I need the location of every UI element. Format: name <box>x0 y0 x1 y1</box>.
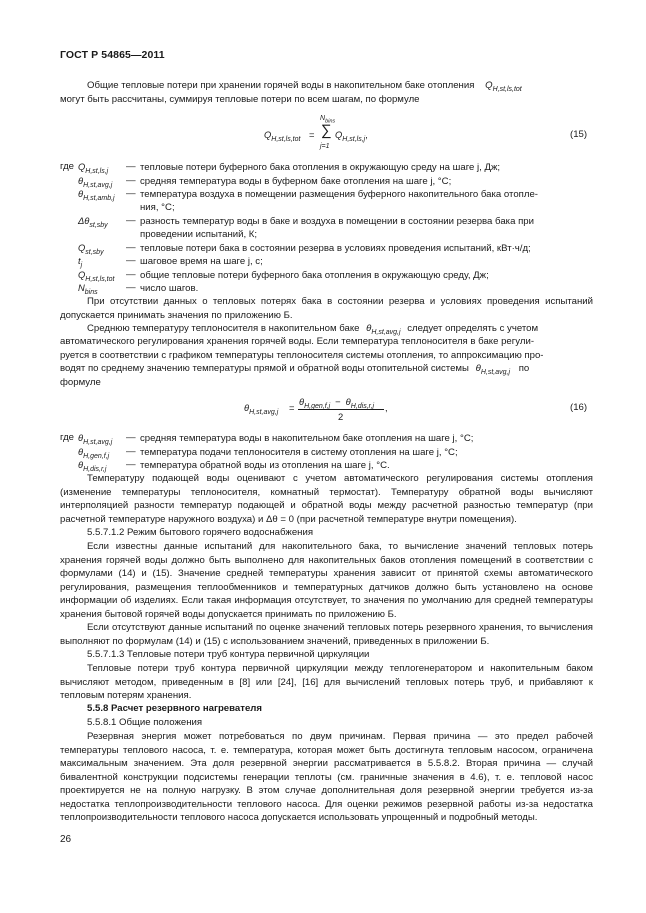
def2-2-symbol: $\theta_{H,dis,r,j}$ <box>78 459 107 473</box>
where-label-1: где <box>60 161 75 172</box>
def1-8-text: общие тепловые потери буферного бака отопления в окружающую среду, Дж; <box>140 270 489 281</box>
def1-1-text: средняя температура воды в буферном баке отопления на шаге j, °С; <box>140 176 452 187</box>
document-header: ГОСТ Р 54865—2011 <box>60 49 165 61</box>
eq15-equals: = <box>309 129 315 140</box>
def1-9-dash: — <box>126 282 136 293</box>
def1-9-symbol: $N_{bins}$ <box>78 282 98 296</box>
def2-2-dash: — <box>126 459 136 470</box>
eq15-lhs: $Q_{H,st,ls,tot}$ <box>264 129 301 143</box>
def1-7-text: шаговое время на шаге j, с; <box>140 256 263 267</box>
eq15-sum-upper: $N_{bins}$ <box>320 115 336 125</box>
def1-6-dash: — <box>126 242 136 253</box>
def1-0-dash: — <box>126 161 136 172</box>
eq16-comma: , <box>385 402 388 413</box>
def1-0-text: тепловые потери буферного бака отопления в окружающую среду на шаге j, Дж; <box>140 162 501 173</box>
paragraph-intro-symbol: $Q_{H,st,ls,tot}$ <box>485 80 522 93</box>
def1-0-symbol: $Q_{H,st,ls,j}$ <box>78 161 109 175</box>
section-5-5-8-heading: 5.5.8 Расчет резервного нагревателя <box>87 703 262 714</box>
paragraph-test-data: Если известны данные испытаний для накопительного бака, то вычисление значений тепловых потерь хранения горячей воды должно быть выполнено для накопительных баков отопления помещений в соответствии с формулами (14) и (15). Значение средней температуры хранения зависит от принятой схемы автоматического регулирования, размещения теплообменников и температурных датчиков должно быть установлено на основе информации об изделиях. Если такая информация отсутствует, то значения по умолчанию для средней температуры хранения бытовой горячей воды допускается принимать по приложению Б. <box>60 541 593 620</box>
def1-6-text: тепловые потери бака в состоянии резерва в условиях проведения испытаний, кВт·ч/д; <box>140 243 531 254</box>
eq16-denominator: 2 <box>338 411 344 422</box>
paragraph-avg-temp-line4: водят по среднему значению температуры прямой и обратной воды отопительной системы $\theta_{H,st,avg,j}$ по <box>60 363 530 376</box>
def1-8-dash: — <box>126 269 136 280</box>
page-number: 26 <box>60 834 72 845</box>
paragraph-intro-text: Общие тепловые потери при хранении горячей воды в накопительном баке отопления <box>87 80 475 91</box>
def1-6-symbol: $Q_{st,sby}$ <box>78 242 104 256</box>
paragraph-avg-temp-line1: Среднюю температуру теплоносителя в накопительном баке $\theta_{H,st,avg,j}$ следует определять с учетом <box>87 323 539 336</box>
eq16-numerator: $\theta_{H,gen,f,j} - \theta_{H,dis,r,j}$ <box>299 396 375 410</box>
def1-2-text-cont: ния, °С; <box>140 202 175 213</box>
def1-8-symbol: $Q_{H,st,ls,tot}$ <box>78 269 115 283</box>
subsection-5-5-7-1-3: 5.5.7.1.3 Тепловые потери труб контура первичной циркуляции <box>87 649 370 660</box>
paragraph-avg-temp-line2: автоматического регулирования хранения горячей воды. Если температура теплоносителя в баке регули- <box>60 336 535 347</box>
def2-0-text: средняя температура воды в накопительном баке отопления на шаге j, °С; <box>140 433 474 444</box>
def1-4-text-cont: проведении испытаний, К; <box>140 229 258 240</box>
def2-1-dash: — <box>126 446 136 457</box>
eq15-sum-sign: ∑ <box>321 122 332 139</box>
def2-2-text: температура обратной воды из отопления на шаге j, °С. <box>140 460 390 471</box>
paragraph-no-test-data: Если отсутствуют данные испытаний по оценке значений тепловых потерь резервного хранения, то вычисления выполняют по формулам (14) и (15) с использованием значений, приведенных в приложении Б. <box>60 622 593 647</box>
where-label-2: где <box>60 432 75 443</box>
eq16-fraction-bar <box>298 409 384 410</box>
def1-4-symbol: $\Delta\theta_{st,sby}$ <box>78 215 108 229</box>
subsection-5-5-7-1-2: 5.5.7.1.2 Режим бытового горячего водоснабжения <box>87 527 314 538</box>
def1-4-text: разность температур воды в баке и воздуха в помещении в состоянии резерва бака при <box>140 216 534 227</box>
def1-9-text: число шагов. <box>140 283 199 294</box>
def1-7-symbol: $t_j$ <box>78 255 83 269</box>
subsection-5-5-8-1: 5.5.8.1 Общие положения <box>87 717 203 728</box>
def2-0-symbol: $\theta_{H,st,avg,j}$ <box>78 432 113 446</box>
def1-7-dash: — <box>126 255 136 266</box>
def1-2-dash: — <box>126 188 136 199</box>
paragraph-backup-energy: Резервная энергия может потребоваться по двум причинам. Первая причина — это предел рабочей температуры теплового насоса, т. е. температура, которая может быть достигнута тепловым насосом, ограничена максимальным значением. Эта доля резервной энергии рассматривается в 5.5.8.2. Вторая причина — случай бивалентной конструкции подсистемы генерации теплоты (см. граничные значения в 4.6), т. е. тепловой насос проектируется не на полную нагрузку. В этом случае дополнительная доля резервной энергии требуется из-за недостатка теплопроизводительности теплового насоса. Для оценки режимов резервной работы из-за недостатка теплопроизводительности теплового насоса допускается использовать упрощенный и подробный методы. <box>60 731 593 824</box>
def2-1-symbol: $\theta_{H,gen,f,j}$ <box>78 446 110 460</box>
def1-1-symbol: $\theta_{H,st,avg,j}$ <box>78 175 113 189</box>
def1-1-dash: — <box>126 175 136 186</box>
paragraph-avg-temp-line3: руется в соответствии с графиком температуры теплоносителя системы отопления, то аппроксимацию про- <box>60 350 544 361</box>
paragraph-avg-temp-line5: формуле <box>60 377 101 388</box>
paragraph-no-data: При отсутствии данных о тепловых потерях бака в состоянии резерва и условиях проведения испытаний допускается принимать значения по приложению Б. <box>60 296 593 321</box>
def1-2-text: температура воздуха в помещении размещения буферного накопительного бака отопле- <box>140 189 538 200</box>
def1-2-symbol: $\theta_{H,st,amb,j}$ <box>78 188 115 202</box>
eq15-term: $Q_{H,st,ls,j}$, <box>335 129 368 143</box>
eq15-sum-lower: j=1 <box>320 143 330 150</box>
paragraph-supply-temp: Температуру подающей воды оценивают с учетом автоматического регулирования системы отопления (изменение температуры теплоносителя, комнатный термостат). Температуру обратной воды вычисляют интерполяцией разности температур подающей и обратной воды между расчетной разностью температур (при расчетной температуре наружного воздуха) и Δθ = 0 (при расчетной температуре внутри помещения). <box>60 473 593 525</box>
eq16-lhs: $\theta_{H,st,avg,j}$ <box>244 402 279 416</box>
def2-1-text: температура подачи теплоносителя в систему отопления на шаге j, °С; <box>140 447 458 458</box>
eq15-number: (15) <box>570 129 588 140</box>
paragraph-pipe-losses: Тепловые потери труб контура первичной циркуляции между теплогенератором и накопительным баком вычисляют методом, приведенным в [8] или [24], [16] для вычислений тепловых потерь труб, и прибавляют к тепловым потерям хранения. <box>60 663 593 702</box>
def1-4-dash: — <box>126 215 136 226</box>
paragraph-intro-line2: могут быть рассчитаны, суммируя тепловые потери по всем шагам, по формуле <box>60 94 420 105</box>
eq16-equals: = <box>289 402 295 413</box>
def2-0-dash: — <box>126 432 136 443</box>
eq16-number: (16) <box>570 402 588 413</box>
